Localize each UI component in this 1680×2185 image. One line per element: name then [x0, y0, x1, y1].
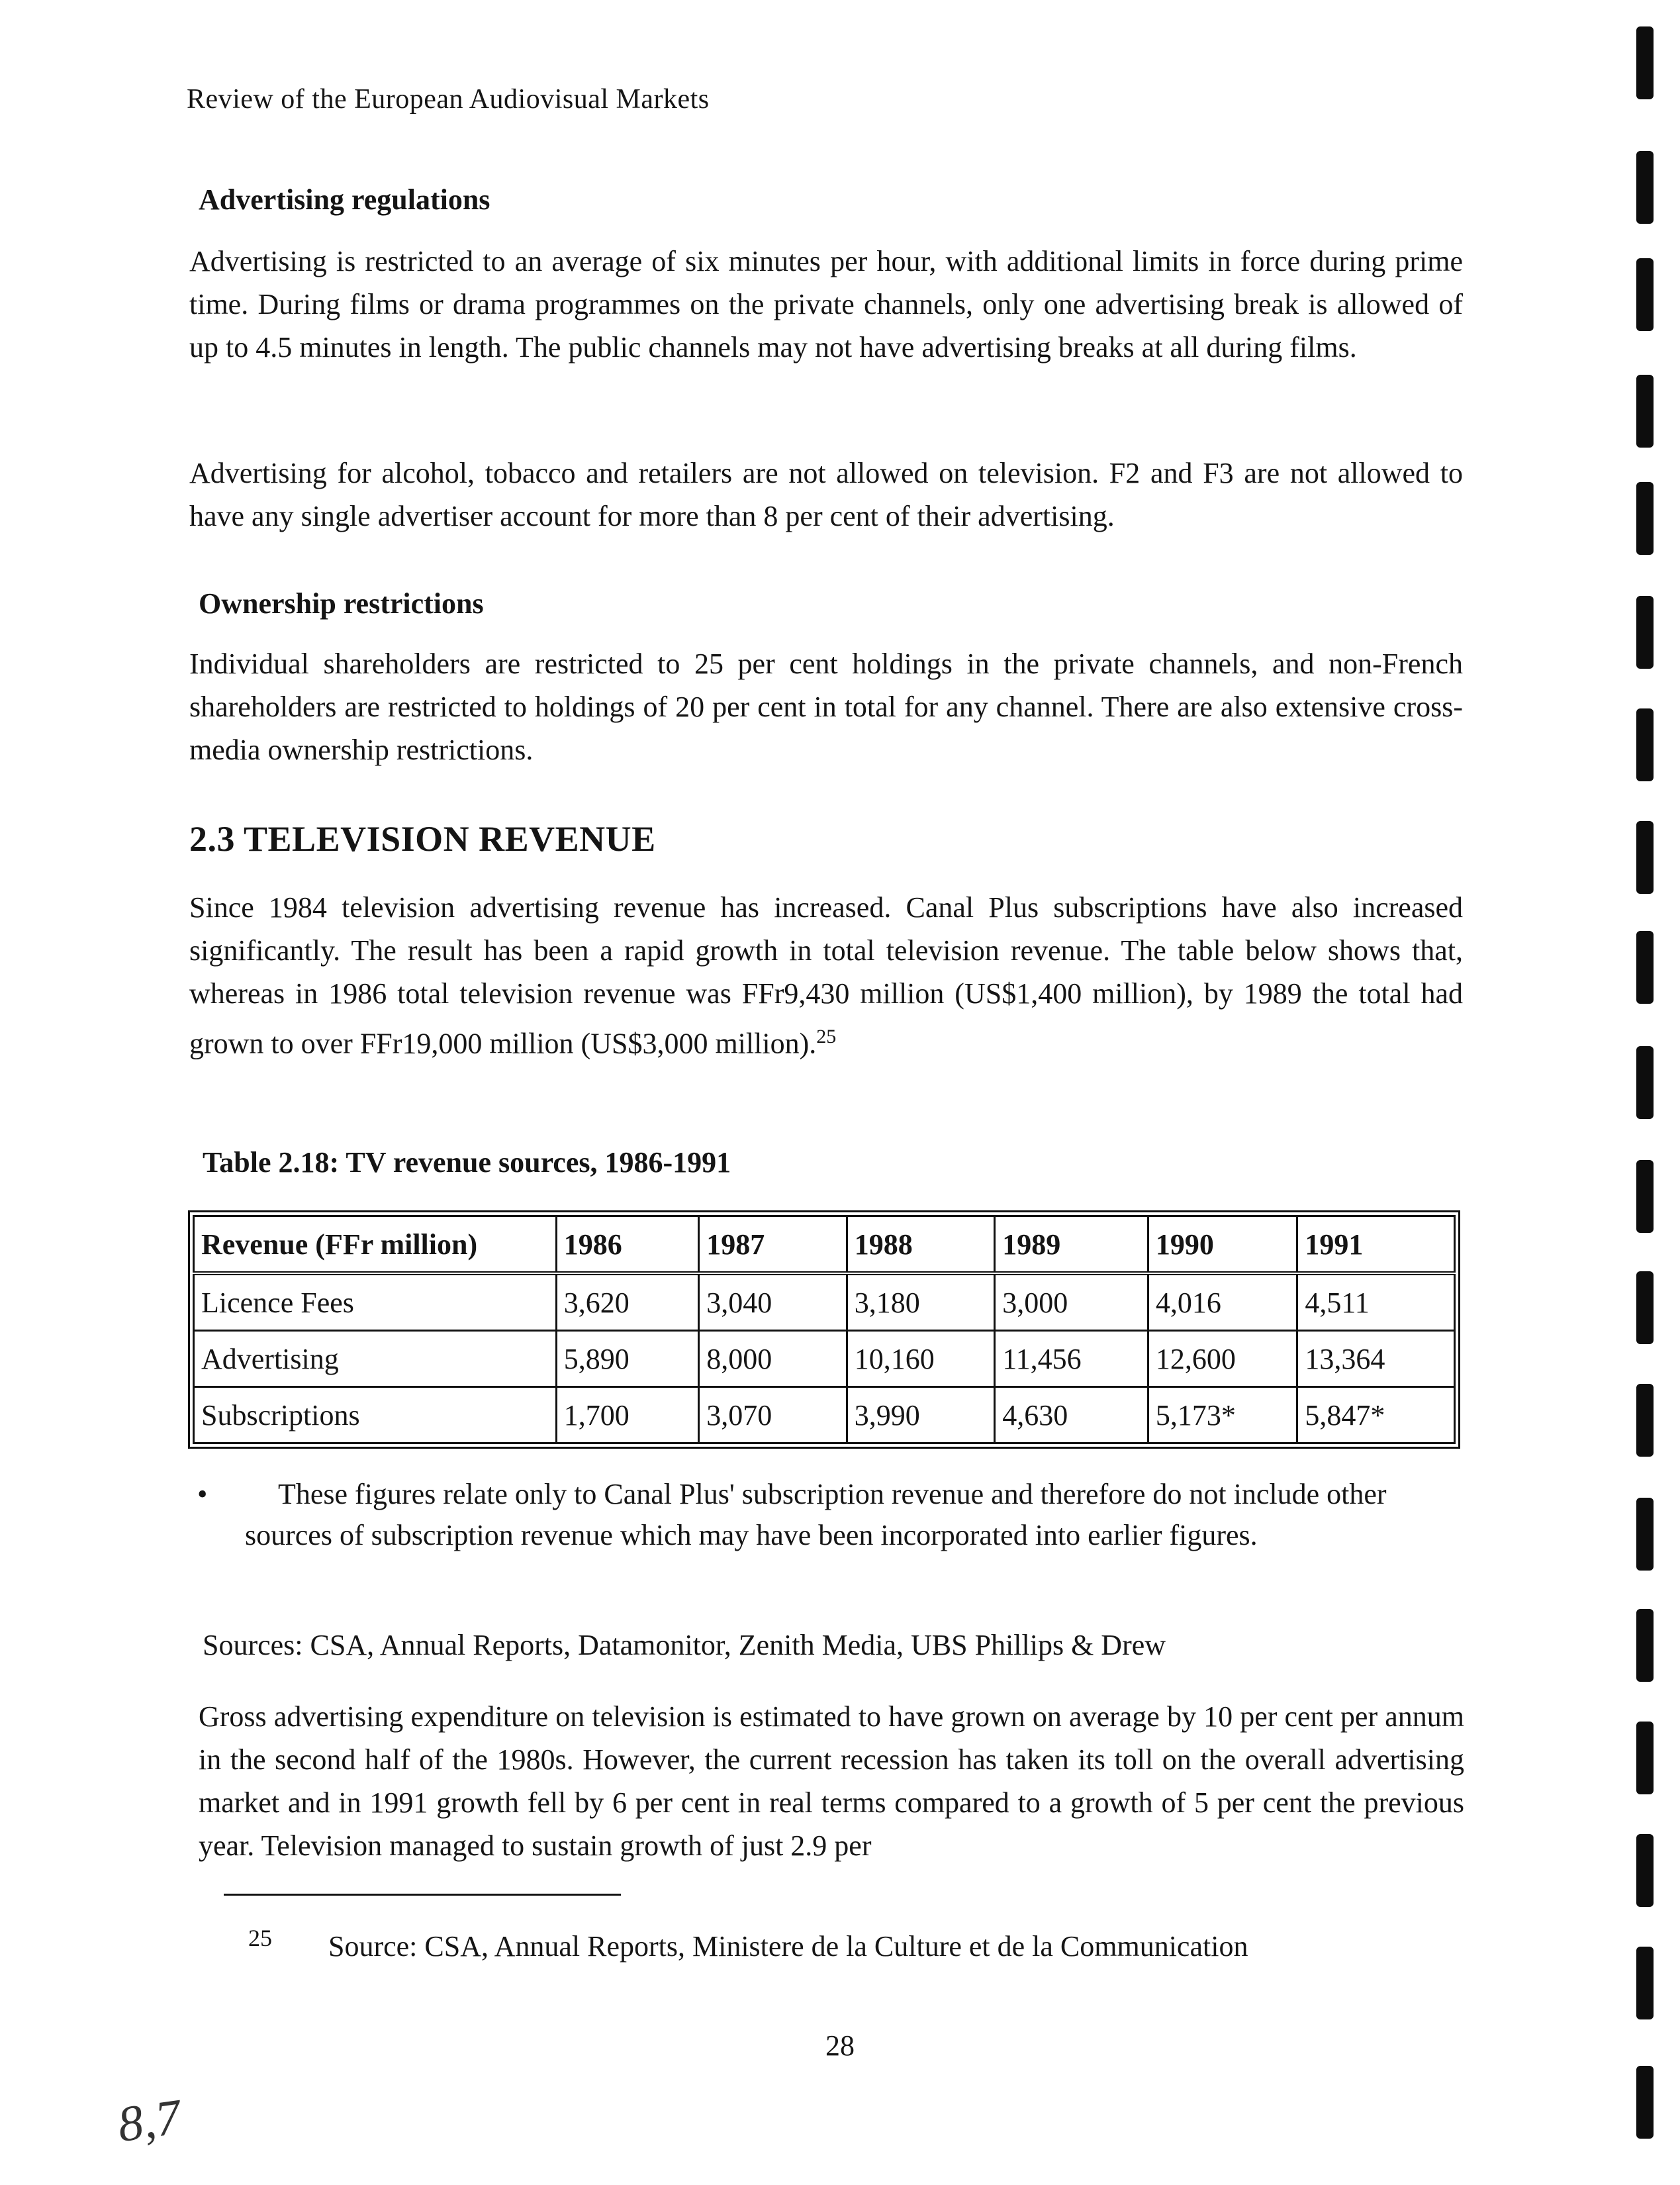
footnote-number: 25	[248, 1925, 272, 1951]
note-bullet: •	[197, 1478, 208, 1510]
table-note: These figures relate only to Canal Plus' subscription revenue and therefore do not include other sources of subscription revenue which may have been incorporated into earlier figures.	[245, 1478, 1387, 1551]
ownership-restrictions-paragraph: Individual shareholders are restricted to 25 per cent holdings in the private channels, and non-French shareholders are restricted to holdings of 20 per cent in total for any channel. There are also extensive cross-media ownership restrictions.	[189, 648, 1463, 766]
binder-hole	[1636, 1609, 1654, 1682]
advertising-regulations-paragraph-1: Advertising is restricted to an average of six minutes per hour, with additional limits in force during prime time. During films or drama programmes on the private channels, only one advertising break is allowed of up to 4.5 minutes in length. The public channels may not have advertising breaks at all during films.	[189, 245, 1463, 364]
table-row-subscriptions	[194, 1387, 1455, 1443]
footnote-text: Source: CSA, Annual Reports, Ministere de la Culture et de la Communication	[328, 1930, 1248, 1963]
table-cell: 1,700	[556, 1387, 698, 1443]
header-cell-1989: 1989	[995, 1216, 1148, 1274]
row-label: Advertising	[194, 1331, 557, 1387]
advertising-regulations-paragraph-2: Advertising for alcohol, tobacco and retailers are not allowed on television. F2 and F3 are not allowed to have any single advertiser account for more than 8 per cent of their advertising.	[189, 457, 1463, 532]
binder-hole	[1636, 482, 1654, 555]
table-cell: 3,040	[699, 1273, 847, 1331]
binder-hole	[1636, 26, 1654, 99]
television-revenue-text: Since 1984 television advertising revenue has increased. Canal Plus subscriptions have also increased significantly. The result has been a rapid growth in total television revenue. The table below shows that, whereas in 1986 total television revenue was FFr9,430 million (US$1,400 million), by 1989 the total had grown to over FFr19,000 million (US$3,000 million).	[189, 891, 1463, 1060]
table-row-advertising	[194, 1331, 1455, 1387]
binder-hole	[1636, 596, 1654, 669]
table-cell: 4,630	[995, 1387, 1148, 1443]
binder-hole	[1636, 258, 1654, 331]
revenue-table	[193, 1215, 1456, 1444]
table-sources: Sources: CSA, Annual Reports, Datamonitor, Zenith Media, UBS Phillips & Drew	[203, 1629, 1166, 1661]
header-cell-1986: 1986	[556, 1216, 698, 1274]
binder-hole	[1636, 1722, 1654, 1794]
handwritten-mark: 8,7	[114, 2088, 185, 2153]
table-cell: 4,511	[1297, 1273, 1455, 1331]
binder-hole	[1636, 1384, 1654, 1457]
table-header-row	[194, 1216, 1455, 1274]
header-cell-1991: 1991	[1297, 1216, 1455, 1274]
table-cell: 10,160	[847, 1331, 995, 1387]
footnote-divider	[224, 1894, 621, 1896]
binder-hole	[1636, 1498, 1654, 1571]
header-cell-revenue: Revenue (FFr million)	[194, 1216, 557, 1274]
header-cell-1990: 1990	[1148, 1216, 1297, 1274]
section-title-television-revenue: 2.3 TELEVISION REVENUE	[189, 819, 656, 859]
header-cell-1987: 1987	[699, 1216, 847, 1274]
binder-hole	[1636, 375, 1654, 448]
advertising-regulations-heading: Advertising regulations	[199, 183, 490, 216]
table-cell: 3,070	[699, 1387, 847, 1443]
binder-hole	[1636, 1271, 1654, 1344]
table-cell: 3,180	[847, 1273, 995, 1331]
table-cell: 3,620	[556, 1273, 698, 1331]
running-head: Review of the European Audiovisual Markets	[187, 84, 710, 115]
ownership-restrictions-heading: Ownership restrictions	[199, 587, 484, 620]
closing-paragraph: Gross advertising expenditure on television is estimated to have grown on average by 10 per cent per annum in the second half of the 1980s. However, the current recession has taken its toll on the overall advertising market and in 1991 growth fell by 6 per cent in real terms compared to a growth of 5 per cent the previous year. Television managed to sustain growth of just 2.9 per	[199, 1700, 1464, 1862]
header-cell-1988: 1988	[847, 1216, 995, 1274]
binder-hole	[1636, 1947, 1654, 2019]
binder-hole	[1636, 1160, 1654, 1233]
table-caption: Table 2.18: TV revenue sources, 1986-1991	[203, 1146, 731, 1179]
row-label: Subscriptions	[194, 1387, 557, 1443]
binder-hole	[1636, 2066, 1654, 2139]
binder-hole	[1636, 821, 1654, 894]
binder-hole	[1636, 1046, 1654, 1119]
table-cell: 3,990	[847, 1387, 995, 1443]
television-revenue-paragraph	[189, 886, 1463, 1065]
binder-hole	[1636, 931, 1654, 1004]
revenue-table-frame	[188, 1210, 1460, 1449]
table-cell: 3,000	[995, 1273, 1148, 1331]
table-cell: 13,364	[1297, 1331, 1455, 1387]
table-cell: 5,847*	[1297, 1387, 1455, 1443]
binder-hole	[1636, 708, 1654, 781]
binder-hole	[1636, 1834, 1654, 1907]
table-row-licence-fees	[194, 1273, 1455, 1331]
table-cell: 12,600	[1148, 1331, 1297, 1387]
binder-hole	[1636, 151, 1654, 224]
table-cell: 8,000	[699, 1331, 847, 1387]
row-label: Licence Fees	[194, 1273, 557, 1331]
table-cell: 5,890	[556, 1331, 698, 1387]
table-cell: 4,016	[1148, 1273, 1297, 1331]
footnote-ref-25: 25	[816, 1026, 837, 1047]
table-cell: 5,173*	[1148, 1387, 1297, 1443]
page-number: 28	[825, 2029, 855, 2062]
table-cell: 11,456	[995, 1331, 1148, 1387]
